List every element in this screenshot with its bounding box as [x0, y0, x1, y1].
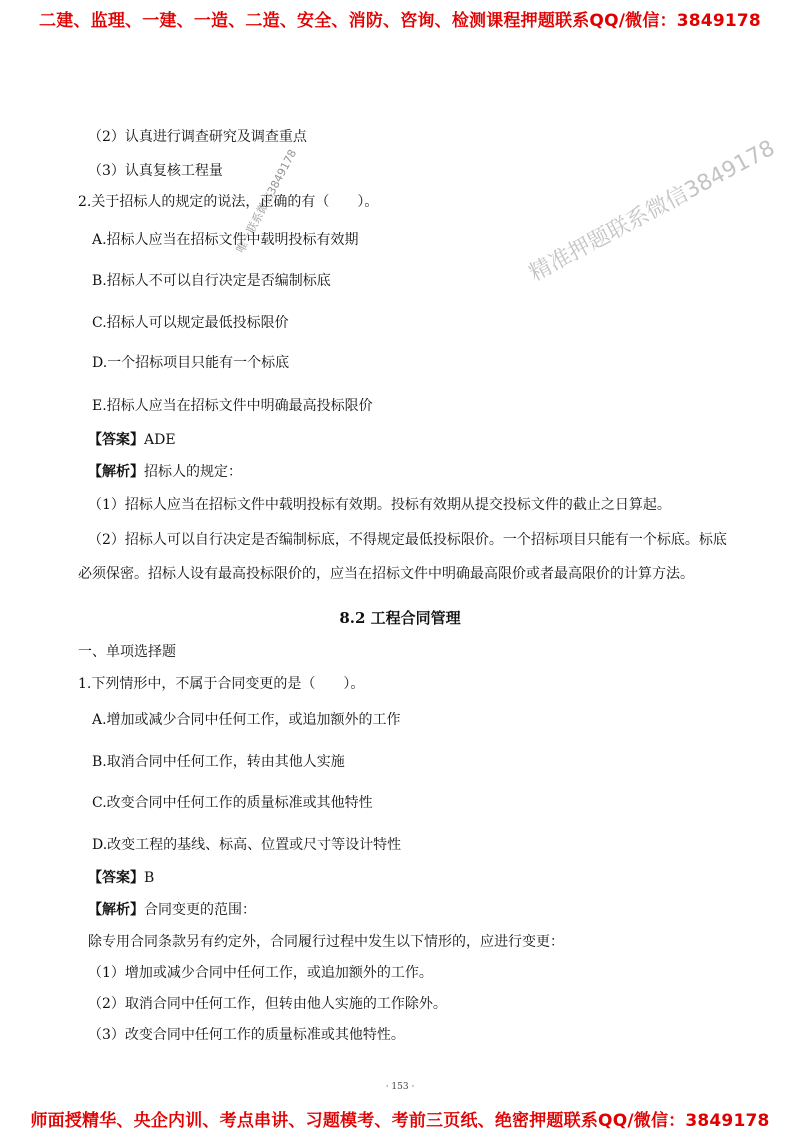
answer-line — [88, 867, 154, 887]
analysis-line — [88, 461, 242, 481]
analysis-line — [88, 899, 256, 919]
page-number: · 153 · — [385, 1082, 415, 1092]
option-d: D.一个招标项目只能有一个标底 — [92, 355, 290, 371]
option-b: B.取消合同中任何工作，转由其他人实施 — [92, 754, 345, 770]
option-d: D.改变工程的基线、标高、位置或尺寸等设计特性 — [92, 837, 402, 853]
analysis-text: 必须保密。招标人设有最高投标限价的，应当在招标文件中明确最高限价或者最高限价的计算方法。 — [78, 566, 694, 582]
analysis-text: （2）取消合同中任何工作，但转由他人实施的工作除外。 — [88, 996, 447, 1012]
option-c: C.改变合同中任何工作的质量标准或其他特性 — [92, 795, 373, 811]
answer-label: 【答案】 — [88, 432, 144, 448]
answer-value: B — [144, 870, 155, 886]
option-e: E.招标人应当在招标文件中明确最高投标限价 — [92, 398, 373, 414]
analysis-text: （1）增加或减少合同中任何工作，或追加额外的工作。 — [88, 965, 433, 981]
analysis-text: （1）招标人应当在招标文件中载明投标有效期。投标有效期从提交投标文件的截止之日算起。 — [88, 497, 671, 513]
top-banner: 二建、监理、一建、一造、二造、安全、消防、咨询、检测课程押题联系QQ/微信：3849178 — [39, 11, 761, 31]
analysis-label: 【解析】 — [88, 464, 144, 480]
analysis-text: （3）改变合同中任何工作的质量标准或其他特性。 — [88, 1027, 405, 1043]
option-a: A.招标人应当在招标文件中载明投标有效期 — [92, 232, 359, 248]
bottom-banner: 师面授精华、央企内训、考点串讲、习题模考、考前三页纸、绝密押题联系QQ/微信：3849178 — [30, 1111, 770, 1131]
answer-label: 【答案】 — [88, 870, 144, 886]
answer-line — [88, 429, 176, 449]
list-item: （3）认真复核工程量 — [88, 163, 223, 179]
analysis-text: 除专用合同条款另有约定外，合同履行过程中发生以下情形的，应进行变更： — [88, 934, 564, 950]
list-item: （2）认真进行调查研究及调查重点 — [88, 129, 307, 145]
question-text: 1.下列情形中，不属于合同变更的是（ ）。 — [78, 676, 365, 692]
subheading: 一、单项选择题 — [78, 644, 176, 660]
question-text: 2.关于招标人的规定的说法，正确的有（ ）。 — [78, 194, 379, 210]
analysis-intro: 招标人的规定： — [144, 464, 242, 480]
watermark-small: 唯一联系微信3849178 — [233, 147, 300, 256]
watermark-large: 精准押题联系微信3849178 — [525, 135, 779, 287]
answer-value: ADE — [144, 432, 176, 448]
option-b: B.招标人不可以自行决定是否编制标底 — [92, 273, 331, 289]
option-c: C.招标人可以规定最低投标限价 — [92, 315, 289, 331]
analysis-label: 【解析】 — [88, 902, 144, 918]
section-heading: 8.2 工程合同管理 — [339, 609, 461, 627]
analysis-intro: 合同变更的范围： — [144, 902, 256, 918]
analysis-text: （2）招标人可以自行决定是否编制标底，不得规定最低投标限价。一个招标项目只能有一个标底。标底 — [88, 532, 727, 548]
option-a: A.增加或减少合同中任何工作，或追加额外的工作 — [92, 712, 401, 728]
